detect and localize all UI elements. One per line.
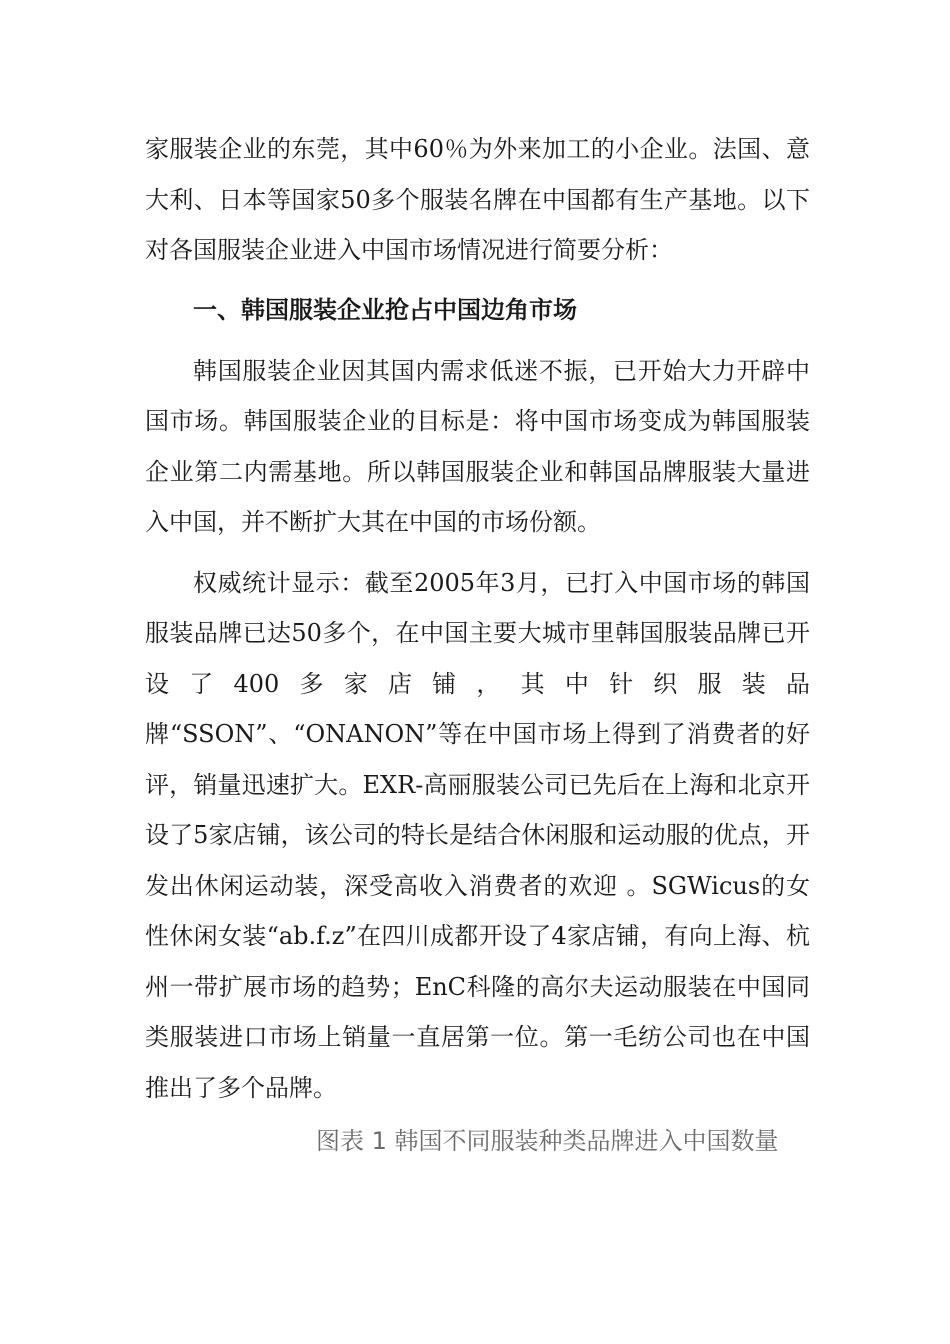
document-body	[145, 124, 810, 1113]
paragraph-statistics: 权威统计显示：截至2005年3月，已打入中国市场的韩国服装品牌已达50多个，在中国主要大城市里韩国服装品牌已开设了400多家店铺，其中针织服装品牌“SSON”、“ONANON”等在中国市场上得到了消费者的好评，销量迅速扩大。EXR-高丽服装公司已先后在上海和北京开设了5家店铺，该公司的特长是结合休闲服和运动服的优点，开发出休闲运动装，深受高收入消费者的欢迎 。SGWicus的女性休闲女装“ab.f.z”在四川成都开设了4家店铺，有向上海、杭州一带扩展市场的趋势；EnC科隆的高尔夫运动服装在中国同类服装进口市场上销量一直居第一位。第一毛纺公司也在中国推出了多个品牌。	[145, 568, 810, 1102]
paragraph-korea-market: 韩国服装企业因其国内需求低迷不振，已开始大力开辟中国市场。韩国服装企业的目标是：将中国市场变成为韩国服装企业第二内需基地。所以韩国服装企业和韩国品牌服装大量进入中国，并不断扩大其在中国的市场份额。	[145, 356, 810, 536]
paragraph-gap	[145, 548, 810, 558]
figure-caption: 图表 1 韩国不同服装种类品牌进入中国数量	[316, 1127, 779, 1155]
intro-paragraph: 家服装企业的东莞，其中60％为外来加工的小企业。法国、意大利、日本等国家50多个服装名牌在中国都有生产基地。以下对各国服装企业进入中国市场情况进行简要分析：	[145, 135, 810, 264]
section-heading: 一、韩国服装企业抢占中国边角市场	[193, 295, 577, 324]
